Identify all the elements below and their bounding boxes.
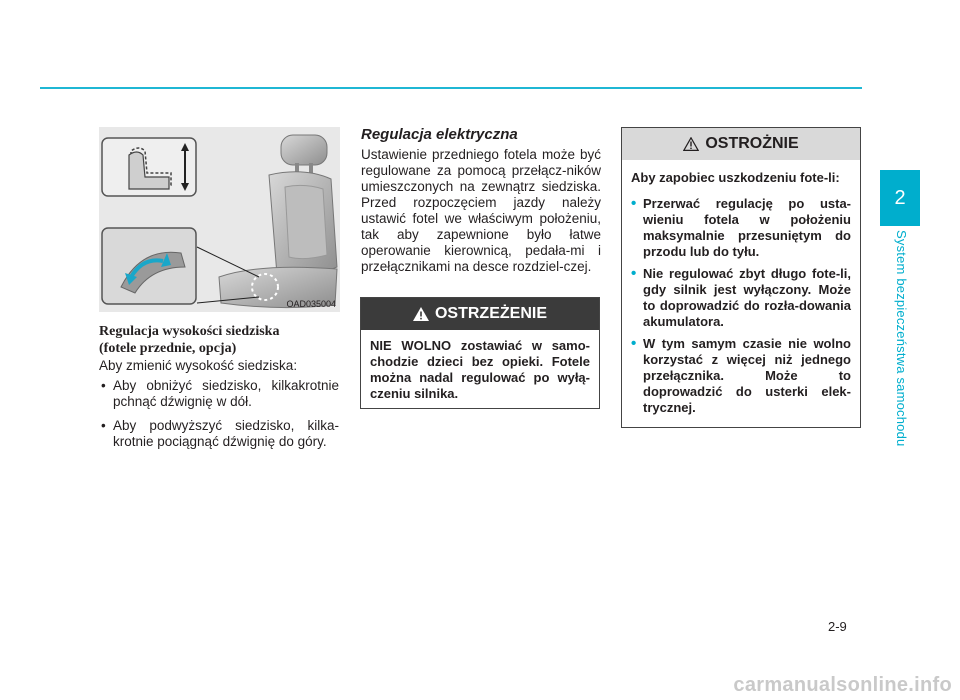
warning-box	[360, 297, 600, 409]
height-heading	[99, 323, 339, 357]
electric-paragraph: Ustawienie przedniego fotela może być regulowane za pomocą przełącz-ników umieszczonych na zewnątrz siedziska. Przed rozpoczęciem jazdy należy ustawić fotel we właściwym położeniu, tak aby zapewnione było łatwe operowanie kierownicą, pedała-mi i przełącznikami na desce rozdziel-czej.	[361, 147, 601, 274]
chapter-number: 2	[894, 186, 906, 209]
page-number: 2-9	[828, 619, 847, 634]
figure-code: OAD035004	[286, 299, 336, 309]
height-bullet-list	[99, 378, 339, 458]
caution-list	[622, 196, 860, 416]
watermark: carmanualsonline.info	[733, 674, 952, 696]
chapter-tab	[880, 170, 920, 226]
list-item: • Aby obniżyć siedzisko, kilkakrotnie pchnąć dźwignię w dół.	[99, 378, 339, 410]
caution-intro: Aby zapobiec uszkodzeniu fote-li:	[631, 170, 840, 185]
caution-triangle-icon	[683, 137, 699, 151]
height-lever-icon	[101, 227, 197, 305]
height-heading-line2: (fotele przednie, opcja)	[99, 341, 237, 356]
list-item: • Nie regulować zbyt długo fote-li, gdy silnik jest wyłączony. Może to doprowadzić do rozła-dowania akumulatora.	[631, 266, 851, 330]
electric-heading: Regulacja elektryczna	[361, 126, 518, 143]
caution-header	[622, 128, 860, 160]
seat-height-icon	[101, 137, 197, 197]
list-item: • Aby podwyższyć siedzisko, kilka-krotnie pociągnąć dźwignię do góry.	[99, 418, 339, 450]
warning-triangle-icon	[413, 307, 429, 321]
height-heading-line1: Regulacja wysokości siedziska	[99, 324, 280, 339]
list-item: • W tym samym czasie nie wolno korzystać z więcej niż jednego przełącznika. Może to doprowadzić do usterki elek-trycznej.	[631, 336, 851, 416]
top-rule	[40, 87, 862, 89]
warning-title: OSTRZEŻENIE	[434, 305, 547, 322]
height-intro: Aby zmienić wysokość siedziska:	[99, 358, 298, 373]
chapter-side-title	[884, 230, 918, 460]
caution-box	[621, 127, 861, 428]
seat-height-figure	[99, 127, 340, 312]
warning-text: NIE WOLNO zostawiać w samo-chodzie dzieci bez opieki. Fotele można nadal regulować po wyłą-czeniu silnika.	[370, 338, 590, 401]
warning-header	[361, 298, 599, 330]
caution-title: OSTROŻNIE	[705, 135, 799, 152]
list-item: • Przerwać regulację po usta-wieniu fotela w położeniu maksymalnie przesuniętym do przodu lub do tyłu.	[631, 196, 851, 260]
chapter-title: System bezpieczeństwa samochodu	[894, 230, 909, 447]
